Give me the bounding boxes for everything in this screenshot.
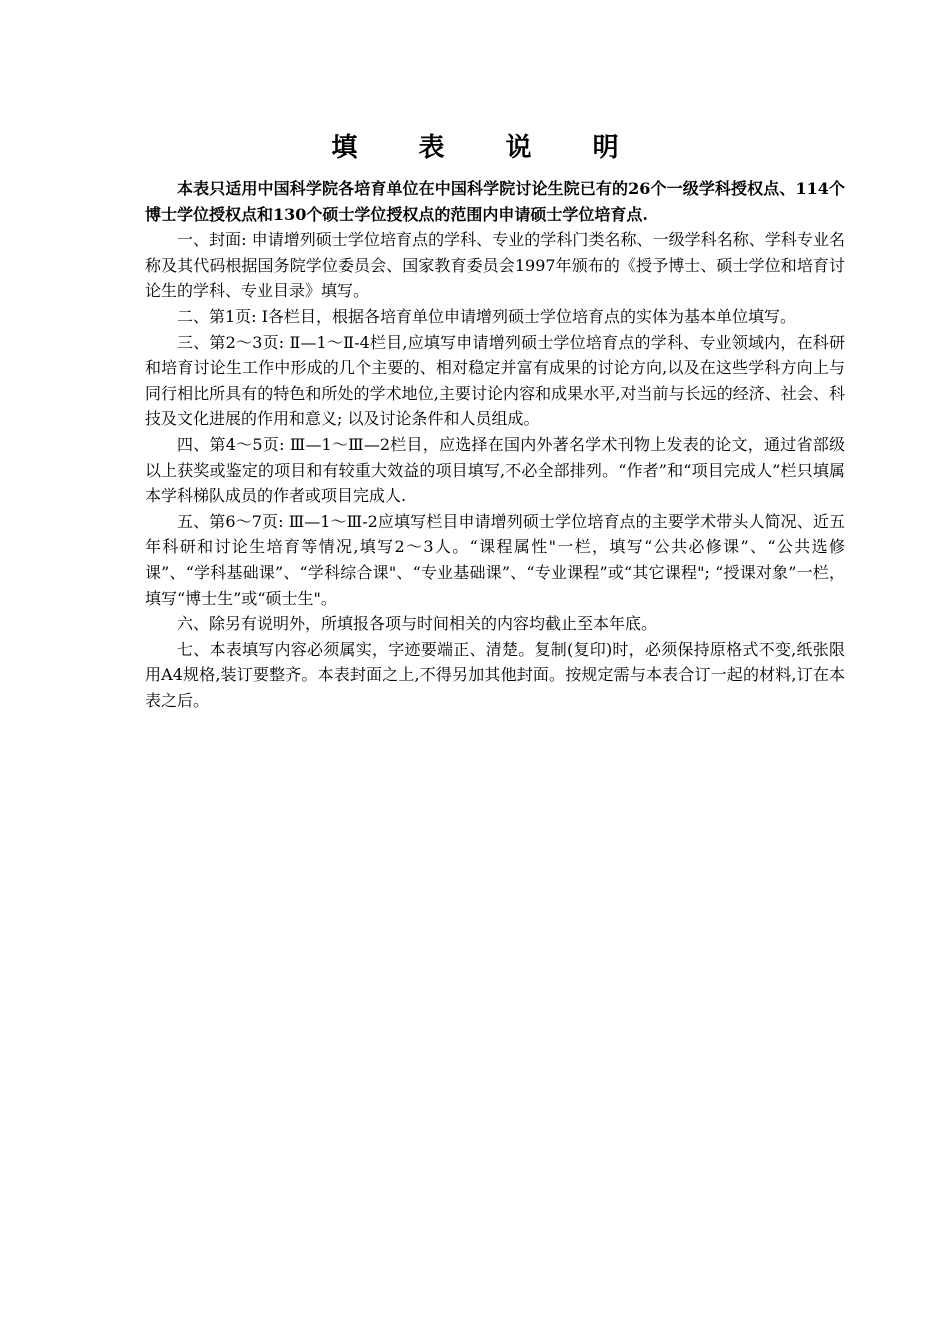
instruction-item-page-1: 二、第1页: Ⅰ各栏目，根据各培育单位申请增列硕士学位培育点的实体为基本单位填写。 [177, 306, 796, 326]
intro-paragraph: 本表只适用中国科学院各培育单位在中国科学院讨论生院已有的26个一级学科授权点、114个博士学位授权点和130个硕士学位授权点的范围内申请硕士学位培育点. [145, 179, 845, 224]
instruction-item-deadline: 六、除另有说明外，所填报各项与时间相关的内容均截止至本年底。 [177, 614, 658, 634]
instruction-item-cover: 一、封面: 申请增列硕士学位培育点的学科、专业的学科门类名称、一级学科名称、学科专业名称及其代码根据国务院学位委员会、国家教育委员会1997年颁布的《授予博士、硕士学位和培育讨论生的学科、专业目录》填写。 [145, 230, 845, 301]
instruction-item-pages-2-3: 三、第2～3页: Ⅱ—1～Ⅱ-4栏目,应填写申请增列硕士学位培育点的学科、专业领域内，在科研和培育讨论生工作中形成的几个主要的、相对稳定并富有成果的讨论方向,以及在这些学科方向上与同行相比所具有的特色和所处的学术地位,主要讨论内容和成果水平,对当前与长远的经济、社会、科技及文化进展的作用和意义; 以及讨论条件和人员组成。 [145, 332, 845, 429]
page-title: 填 表 说 明 [331, 133, 645, 163]
instruction-item-pages-4-5: 四、第4～5页: Ⅲ—1～Ⅲ—2栏目，应选择在国内外著名学术刊物上发表的论文，通过省部级以上获奖或鉴定的项目和有较重大效益的项目填写,不必全部排列。“作者”和“项目完成人”栏只填属本学科梯队成员的作者或项目完成人. [145, 434, 845, 506]
instructions-body [145, 176, 845, 713]
instruction-item-pages-6-7: 五、第6～7页: Ⅲ—1～Ⅲ-2应填写栏目申请增列硕士学位培育点的主要学术带头人简况、近五年科研和讨论生培育等情况,填写2～3人。“课程属性"一栏，填写“公共必修课”、“公共选修课”、“学科基础课”、“学科综合课"、“专业基础课”、“专业课程”或“其它课程"; “授课对象”一栏，填写“博士生”或“硕士生"。 [145, 511, 845, 608]
instruction-item-format: 七、本表填写内容必须属实，字迹要端正、清楚。复制(复印)时，必须保持原格式不变,纸张限用A4规格,装订要整齐。本表封面之上,不得另加其他封面。按规定需与本表合订一起的材料,订在本表之后。 [145, 639, 845, 710]
